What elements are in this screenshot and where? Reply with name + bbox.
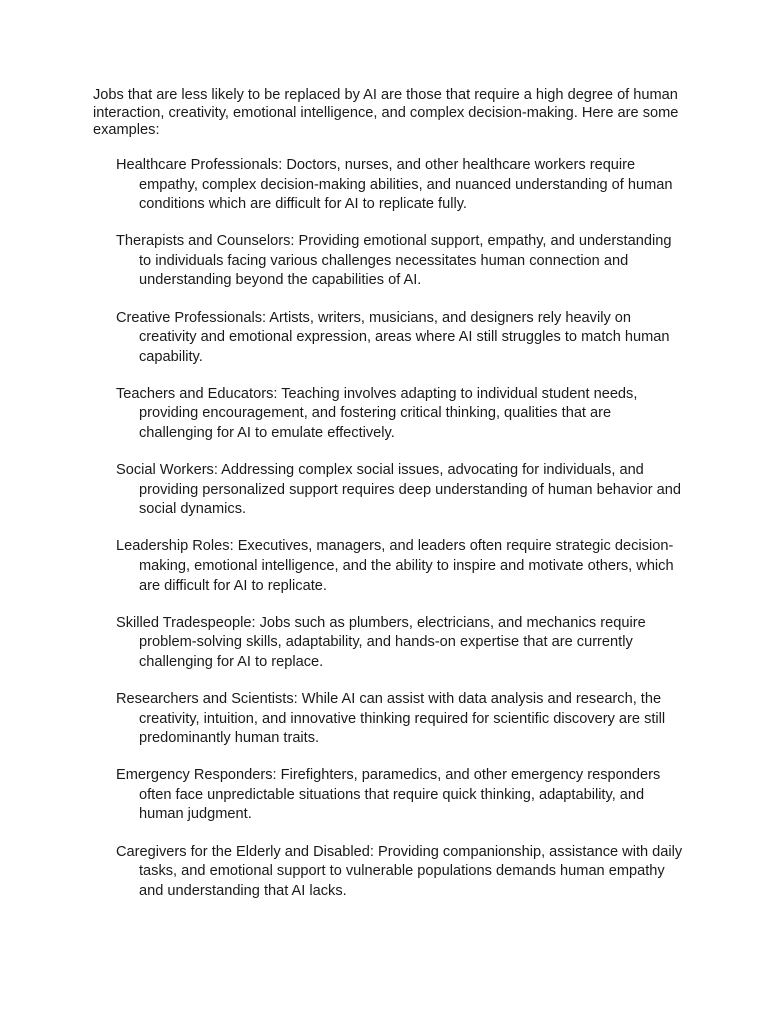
list-item: Creative Professionals: Artists, writers, musicians, and designers rely heavily on creativity and emotional expression, areas where AI still struggles to match human capability. xyxy=(116,309,670,365)
list-item: Social Workers: Addressing complex social issues, advocating for individuals, and providing personalized support requires deep understanding of human behavior and social dynamics. xyxy=(116,462,681,518)
list-item: Caregivers for the Elderly and Disabled: Providing companionship, assistance with daily tasks, and emotional support to vulnerable populations demands human empathy and understanding that AI lacks. xyxy=(116,843,683,899)
list-item: Healthcare Professionals: Doctors, nurses, and other healthcare workers require empathy, complex decision-making abilities, and nuanced understanding of human conditions which are difficult for AI to replicate fully. xyxy=(116,157,673,213)
list-item: Researchers and Scientists: While AI can assist with data analysis and research, the creativity, intuition, and innovative thinking required for scientific discovery are still predominantly human traits. xyxy=(116,690,666,747)
list-item: Skilled Tradespeople: Jobs such as plumbers, electricians, and mechanics require problem-solving skills, adaptability, and hands-on expertise that are currently challenging for AI to replace. xyxy=(116,614,646,670)
list-item: Leadership Roles: Executives, managers, and leaders often require strategic decision-making, emotional intelligence, and the ability to inspire and motivate others, which are difficult for AI to replicate. xyxy=(116,538,674,594)
intro-paragraph: Jobs that are less likely to be replaced by AI are those that require a high degree of human interaction, creativity, emotional intelligence, and complex decision-making. Here are some examples: xyxy=(93,87,679,138)
examples-list xyxy=(116,156,686,919)
list-item: Therapists and Counselors: Providing emotional support, empathy, and understanding to individuals facing various challenges necessitates human connection and understanding beyond the capabilities of AI. xyxy=(116,233,672,289)
list-item: Teachers and Educators: Teaching involves adapting to individual student needs, providing encouragement, and fostering critical thinking, qualities that are challenging for AI to emulate effectively. xyxy=(116,385,638,442)
list-item: Emergency Responders: Firefighters, paramedics, and other emergency responders often face unpredictable situations that require quick thinking, adaptability, and human judgment. xyxy=(116,767,661,823)
